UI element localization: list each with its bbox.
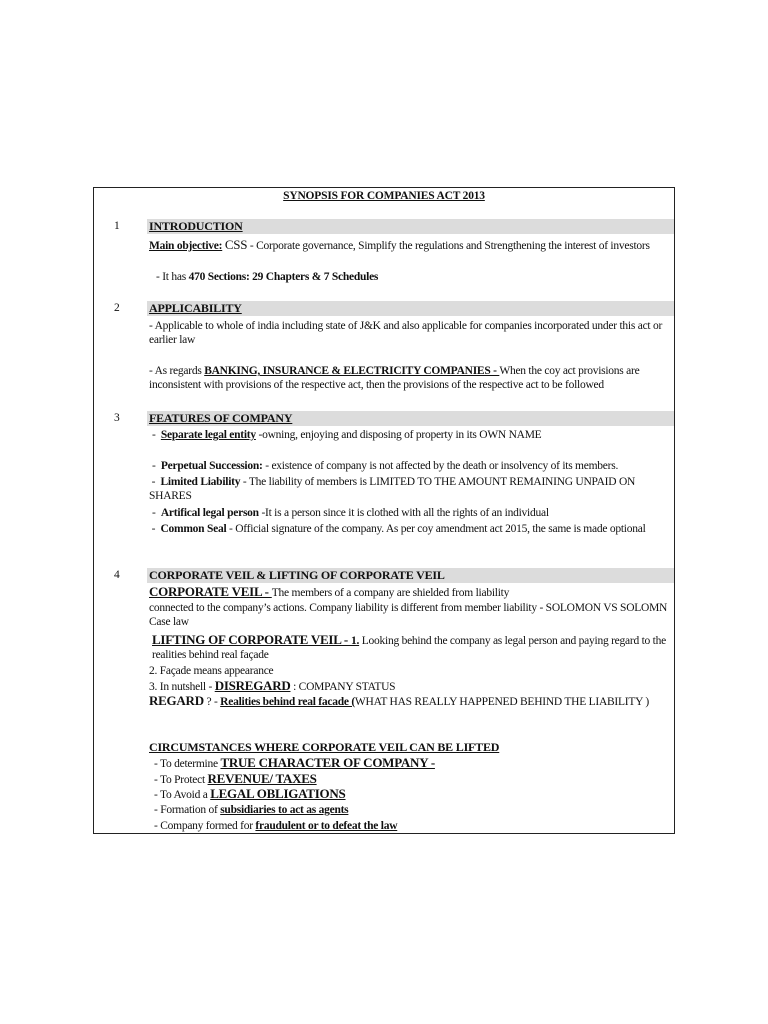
lifting-veil-text: Looking behind the company as legal person and paying regard to the realities behind real façade (152, 635, 666, 661)
regard-bold: Realities behind real facade ( (220, 696, 355, 708)
circumstance-bold: LEGAL OBLIGATIONS (210, 786, 346, 801)
circumstance-prefix: - Formation of (154, 804, 221, 816)
feature-text: - The liability of members is LIMITED TO THE AMOUNT REMAINING UNPAID ON SHARES (149, 476, 636, 502)
circumstance-item (154, 772, 670, 787)
circumstance-prefix: - Company formed for (154, 820, 256, 832)
corporate-veil-detail: connected to the company’s actions. Company liability is different from member liability - SOLOMON VS SOLOMN Case law (149, 602, 668, 628)
circumstance-prefix: - To Protect (154, 774, 208, 786)
bullet-dash: - (152, 507, 156, 519)
regard-text: WHAT HAS REALLY HAPPENED BEHIND THE LIABILITY ) (354, 696, 649, 708)
circumstance-item (154, 803, 670, 817)
feature-separate-legal-entity (152, 428, 670, 442)
circumstances-heading: CIRCUMSTANCES WHERE CORPORATE VEIL CAN BE LIFTED (149, 740, 500, 754)
bullet-dash: - (151, 476, 156, 488)
regard-label: REGARD (149, 693, 204, 708)
feature-text: -owning, enjoying and disposing of property in its OWN NAME (255, 429, 542, 441)
main-objective-paragraph (149, 238, 670, 253)
circumstance-prefix: - To Avoid a (154, 789, 211, 801)
circumstance-bold: fraudulent or to defeat the law (255, 820, 398, 832)
banking-label: BANKING, INSURANCE & ELECTRICITY COMPANIES - (204, 365, 500, 377)
nutshell-prefix: 3. In nutshell - (149, 681, 215, 693)
corporate-veil-text: The members of a company are shielded from liability (271, 587, 510, 599)
corporate-veil-line (149, 585, 670, 600)
feature-text: - existence of company is not affected by the death or insolvency of its members. (262, 460, 619, 472)
banking-prefix: - As regards (149, 365, 205, 377)
feature-text: - Official signature of the company. As per coy amendment act 2015, the same is made optional (226, 523, 646, 535)
disregard-label: DISREGARD (214, 678, 291, 693)
regard-paragraph (149, 694, 670, 709)
section-heading-features: FEATURES OF COMPANY (149, 411, 293, 425)
corporate-veil-label: CORPORATE VEIL - (149, 584, 272, 599)
applicability-paragraph-1: - Applicable to whole of india including state of J&K and also applicable for companies incorporated under this act or earlier law (149, 320, 663, 346)
sections-prefix: - It has (156, 271, 189, 283)
circumstance-prefix: - To determine (154, 758, 221, 770)
lifting-veil-paragraph (152, 633, 670, 662)
nutshell-text: : COMPANY STATUS (290, 681, 396, 693)
nutshell-line (149, 679, 670, 694)
lifting-veil-label: LIFTING OF CORPORATE VEIL - (152, 632, 351, 647)
banking-text: When the coy act provisions are inconsistent with provisions of the respective act, then the provisions of the respective act to be followed (149, 365, 640, 391)
feature-limited-liability (149, 475, 670, 503)
section-number-1: 1 (114, 220, 120, 232)
facade-line: 2. Façade means appearance (149, 665, 274, 677)
section-heading-corporate-veil: CORPORATE VEIL & LIFTING OF CORPORATE VEIL (149, 568, 445, 582)
section-heading-applicability: APPLICABILITY (149, 301, 242, 315)
feature-perpetual-succession (152, 459, 670, 473)
bullet-dash: - (151, 523, 156, 535)
circumstance-bold: subsidiaries to act as agents (220, 804, 349, 816)
feature-label: Perpetual Succession: (160, 460, 263, 472)
circumstance-bold: TRUE CHARACTER OF COMPANY - (220, 755, 435, 770)
lifting-veil-number: 1. (350, 635, 360, 647)
feature-common-seal (149, 522, 670, 536)
main-objective-label: Main objective: (149, 240, 223, 252)
section-number-3: 3 (114, 412, 120, 424)
circumstance-item (154, 787, 670, 802)
circumstance-item (154, 756, 670, 771)
document-title: SYNOPSIS FOR COMPANIES ACT 2013 (283, 190, 485, 202)
section-heading-introduction: INTRODUCTION (149, 219, 243, 233)
main-objective-text: - Corporate governance, Simplify the regulations and Strengthening the interest of investors (247, 240, 650, 252)
feature-label: Common Seal (160, 523, 227, 535)
section-number-2: 2 (114, 302, 120, 314)
sections-count: 470 Sections: 29 Chapters & 7 Schedules (188, 271, 379, 283)
sections-count-line (156, 270, 670, 284)
section-number-4: 4 (114, 569, 120, 581)
feature-artificial-legal-person (152, 506, 670, 520)
circumstance-bold: REVENUE/ TAXES (207, 771, 317, 786)
feature-label: Separate legal entity (160, 429, 256, 441)
feature-text: -It is a person since it is clothed with all the rights of an individual (258, 507, 549, 519)
synopsis-sheet (93, 187, 675, 834)
feature-label: Limited Liability (160, 476, 241, 488)
bullet-dash: - (152, 460, 156, 472)
feature-label: Artifical legal person (160, 507, 259, 519)
applicability-paragraph-2 (149, 364, 670, 392)
css-abbrev: CSS (224, 237, 248, 252)
circumstance-item (154, 819, 670, 833)
regard-question: ? - (203, 696, 221, 708)
bullet-dash: - (152, 429, 156, 441)
